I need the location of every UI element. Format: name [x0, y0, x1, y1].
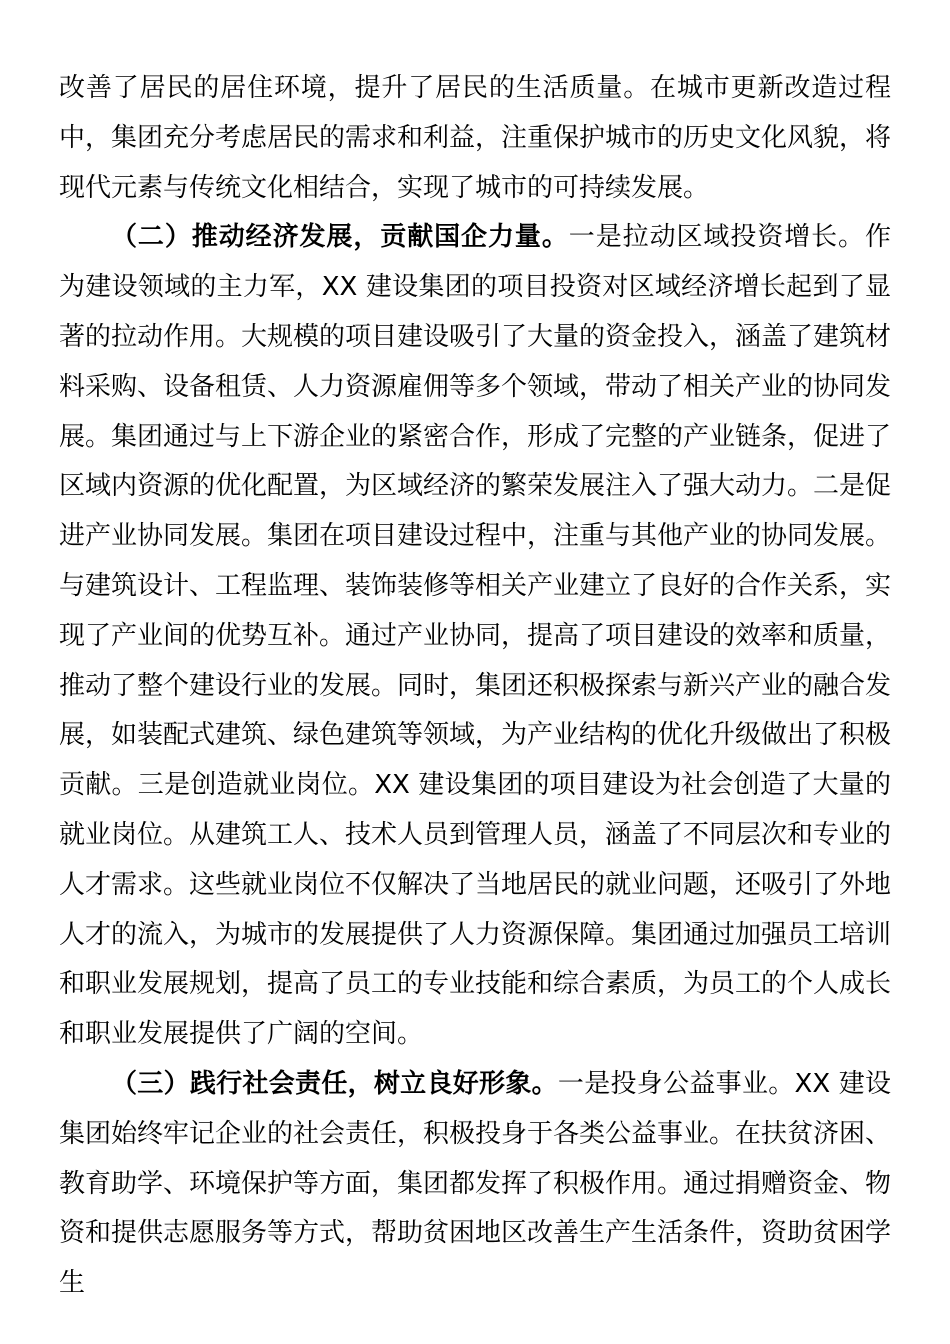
document-body: [59, 64, 891, 1309]
paragraph-text: 改善了居民的居住环境，提升了居民的生活质量。在城市更新改造过程中，集团充分考虑居民的需求和利益，注重保护城市的历史文化风貌，将现代元素与传统文化相结合，实现了城市的可持续发展。: [59, 73, 892, 203]
paragraph-continuation: [59, 64, 891, 213]
paragraph-section-2: [59, 213, 891, 1060]
paragraph-text: 一是投身公益事业。XX 建设集团始终牢记企业的社会责任，积极投身于各类公益事业。在扶贫济困、教育助学、环境保护等方面，集团都发挥了积极作用。通过捐赠资金、物资和提供志愿服务等方式，帮助贫困地区改善生产生活条件，资助贫困学生: [59, 1068, 892, 1299]
section-heading: （三）践行社会责任，树立良好形象。: [111, 1068, 558, 1099]
section-heading: （二）推动经济发展，贡献国企力量。: [111, 222, 569, 253]
paragraph-section-3: [59, 1060, 891, 1309]
paragraph-text: 一是拉动区域投资增长。作为建设领域的主力军，XX 建设集团的项目投资对区域经济增长起到了显著的拉动作用。大规模的项目建设吸引了大量的资金投入，涵盖了建筑材料采购、设备租赁、人力资源雇佣等多个领域，带动了相关产业的协同发展。集团通过与上下游企业的紧密合作，形成了完整的产业链条，促进了区域内资源的优化配置，为区域经济的繁荣发展注入了强大动力。二是促进产业协同发展。集团在项目建设过程中，注重与其他产业的协同发展。与建筑设计、工程监理、装饰装修等相关产业建立了良好的合作关系，实现了产业间的优势互补。通过产业协同，提高了项目建设的效率和质量，推动了整个建设行业的发展。同时，集团还积极探索与新兴产业的融合发展，如装配式建筑、绿色建筑等领域，为产业结构的优化升级做出了积极贡献。三是创造就业岗位。XX 建设集团的项目建设为社会创造了大量的就业岗位。从建筑工人、技术人员到管理人员，涵盖了不同层次和专业的人才需求。这些就业岗位不仅解决了当地居民的就业问题，还吸引了外地人才的流入，为城市的发展提供了人力资源保障。集团通过加强员工培训和职业发展规划，提高了员工的专业技能和综合素质，为员工的个人成长和职业发展提供了广阔的空间。: [59, 222, 892, 1050]
